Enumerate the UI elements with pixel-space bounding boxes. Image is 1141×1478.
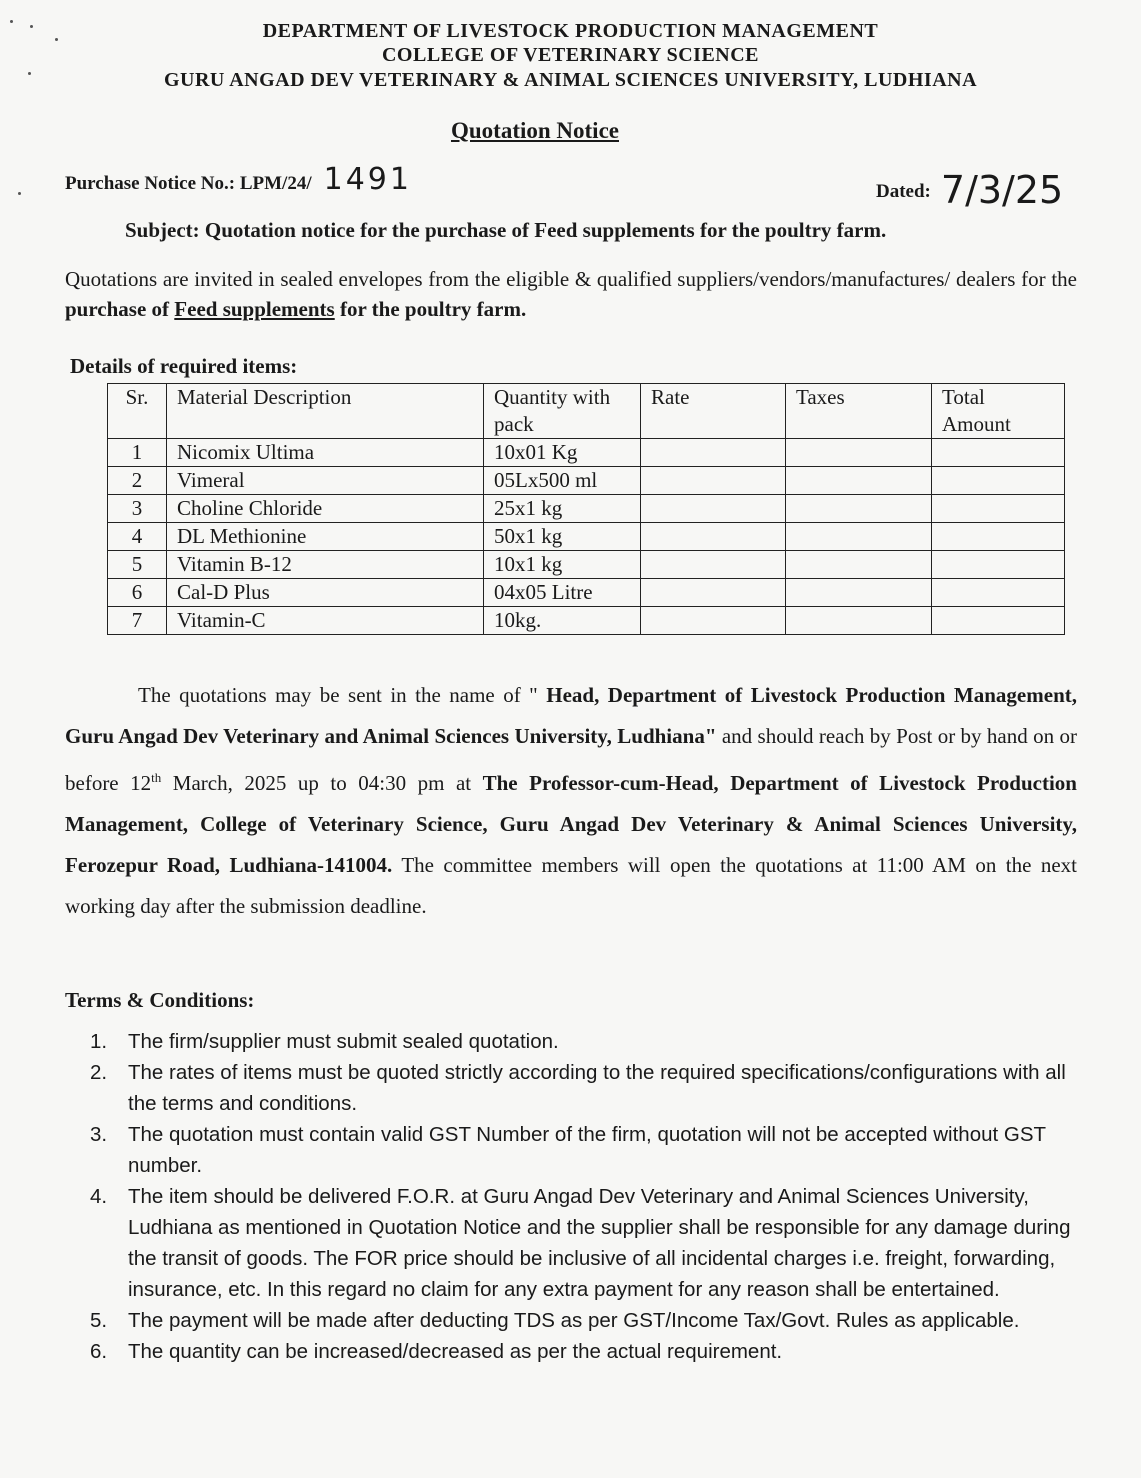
list-item xyxy=(90,1181,1080,1305)
term-number: 2. xyxy=(90,1061,108,1084)
description-cell: Vitamin B-12 xyxy=(167,551,484,579)
term-text: The item should be delivered F.O.R. at Guru Angad Dev Veterinary and Animal Sciences University, Ludhiana as mentioned in Quotation Notice and the supplier shall be responsible for any damage during the transit of goods. The FOR price should be inclusive of all incidental charges i.e. freight, forwarding, insurance, etc. In this regard no claim for any extra payment for any reason shall be entertained. xyxy=(128,1185,1071,1301)
taxes-cell xyxy=(786,439,932,467)
term-text: The firm/supplier must submit sealed quotation. xyxy=(128,1030,559,1053)
rate-cell xyxy=(641,439,786,467)
rate-cell xyxy=(641,495,786,523)
column-header: Taxes xyxy=(786,384,932,439)
term-text: The payment will be made after deducting TDS as per GST/Income Tax/Govt. Rules as applicable. xyxy=(128,1309,1020,1332)
list-item xyxy=(90,1026,1080,1057)
total-cell xyxy=(932,607,1065,635)
terms-list xyxy=(90,1026,1080,1367)
table-row xyxy=(108,495,1065,523)
description-cell: Vimeral xyxy=(167,467,484,495)
term-number: 1. xyxy=(90,1030,108,1053)
description-cell: Nicomix Ultima xyxy=(167,439,484,467)
taxes-cell xyxy=(786,579,932,607)
handwritten-date: 7/3/25 xyxy=(940,168,1064,212)
total-cell xyxy=(932,467,1065,495)
description-cell: DL Methionine xyxy=(167,523,484,551)
rate-cell xyxy=(641,523,786,551)
sr-cell: 6 xyxy=(108,579,167,607)
scan-speck xyxy=(18,192,21,195)
rate-cell xyxy=(641,467,786,495)
department-heading: DEPARTMENT OF LIVESTOCK PRODUCTION MANAGEMENT xyxy=(262,20,879,42)
list-item xyxy=(90,1057,1080,1119)
table-row xyxy=(108,467,1065,495)
quantity-cell: 04x05 Litre xyxy=(484,579,641,607)
term-number: 3. xyxy=(90,1123,108,1146)
total-cell xyxy=(932,523,1065,551)
table-row xyxy=(108,607,1065,635)
term-number: 4. xyxy=(90,1185,108,1208)
intro-paragraph: Quotations are invited in sealed envelopes from the eligible & qualified suppliers/vendors/manufactures/ dealers for the purchase of Feed supplements for the poultry farm. xyxy=(65,267,1077,321)
rate-cell xyxy=(641,579,786,607)
quantity-cell: 10kg. xyxy=(484,607,641,635)
description-cell: Cal-D Plus xyxy=(167,579,484,607)
term-number: 6. xyxy=(90,1340,108,1363)
table-row xyxy=(108,579,1065,607)
taxes-cell xyxy=(786,467,932,495)
list-item xyxy=(90,1336,1080,1367)
university-heading: GURU ANGAD DEV VETERINARY & ANIMAL SCIENCES UNIVERSITY, LUDHIANA xyxy=(163,69,978,91)
total-cell xyxy=(932,439,1065,467)
handwritten-notice-number: 1491 xyxy=(323,162,412,197)
sr-cell: 1 xyxy=(108,439,167,467)
quantity-cell: 50x1 kg xyxy=(484,523,641,551)
term-number: 5. xyxy=(90,1309,108,1332)
rate-cell xyxy=(641,551,786,579)
sr-cell: 7 xyxy=(108,607,167,635)
submission-paragraph: The quotations may be sent in the name of " Head, Department of Livestock Production Management, Guru Angad Dev Veterinary and Animal Sciences University, Ludhiana" and should reach by Post or by hand on or before 12th March, 2025 up to 04:30 pm at The Professor-cum-Head, Department of Livestock Production Management, College of Veterinary Science, Guru Angad Dev Veterinary & Animal Sciences University, Ferozepur Road, Ludhiana-141004. The committee members will open the quotations at 11:00 AM on the next working day after the submission deadline. xyxy=(65,683,1077,918)
column-header: Quantity with pack xyxy=(484,384,641,439)
table-row xyxy=(108,551,1065,579)
dated-field: Dated: 7/3/25 xyxy=(876,168,1064,212)
column-header: Sr. xyxy=(108,384,167,439)
items-table xyxy=(107,383,1065,635)
taxes-cell xyxy=(786,523,932,551)
taxes-cell xyxy=(786,495,932,523)
list-item xyxy=(90,1305,1080,1336)
total-cell xyxy=(932,551,1065,579)
table-row xyxy=(108,439,1065,467)
column-header: Total Amount xyxy=(932,384,1065,439)
purchase-notice-number: Purchase Notice No.: LPM/24/ 1491 xyxy=(65,162,412,197)
rate-cell xyxy=(641,607,786,635)
sr-cell: 4 xyxy=(108,523,167,551)
sr-cell: 3 xyxy=(108,495,167,523)
term-text: The quantity can be increased/decreased as per the actual requirement. xyxy=(128,1340,783,1363)
column-header: Rate xyxy=(641,384,786,439)
term-text: The rates of items must be quoted strictly according to the required specifications/configurations with all the terms and conditions. xyxy=(128,1061,1066,1115)
total-cell xyxy=(932,579,1065,607)
taxes-cell xyxy=(786,607,932,635)
sr-cell: 5 xyxy=(108,551,167,579)
quantity-cell: 10x1 kg xyxy=(484,551,641,579)
term-text: The quotation must contain valid GST Number of the firm, quotation will not be accepted without GST number. xyxy=(128,1123,1046,1177)
description-cell: Choline Chloride xyxy=(167,495,484,523)
quantity-cell: 10x01 Kg xyxy=(484,439,641,467)
table-header-row xyxy=(108,384,1065,439)
total-cell xyxy=(932,495,1065,523)
list-item xyxy=(90,1119,1080,1181)
sr-cell: 2 xyxy=(108,467,167,495)
subject-line: Subject: Quotation notice for the purchase of Feed supplements for the poultry farm. xyxy=(125,218,887,242)
quantity-cell: 05Lx500 ml xyxy=(484,467,641,495)
college-heading: COLLEGE OF VETERINARY SCIENCE xyxy=(381,44,760,66)
description-cell: Vitamin-C xyxy=(167,607,484,635)
terms-heading: Terms & Conditions: xyxy=(65,988,255,1012)
table-row xyxy=(108,523,1065,551)
column-header: Material Description xyxy=(167,384,484,439)
quantity-cell: 25x1 kg xyxy=(484,495,641,523)
taxes-cell xyxy=(786,551,932,579)
page-title: Quotation Notice xyxy=(450,118,619,143)
details-heading: Details of required items: xyxy=(70,354,298,378)
